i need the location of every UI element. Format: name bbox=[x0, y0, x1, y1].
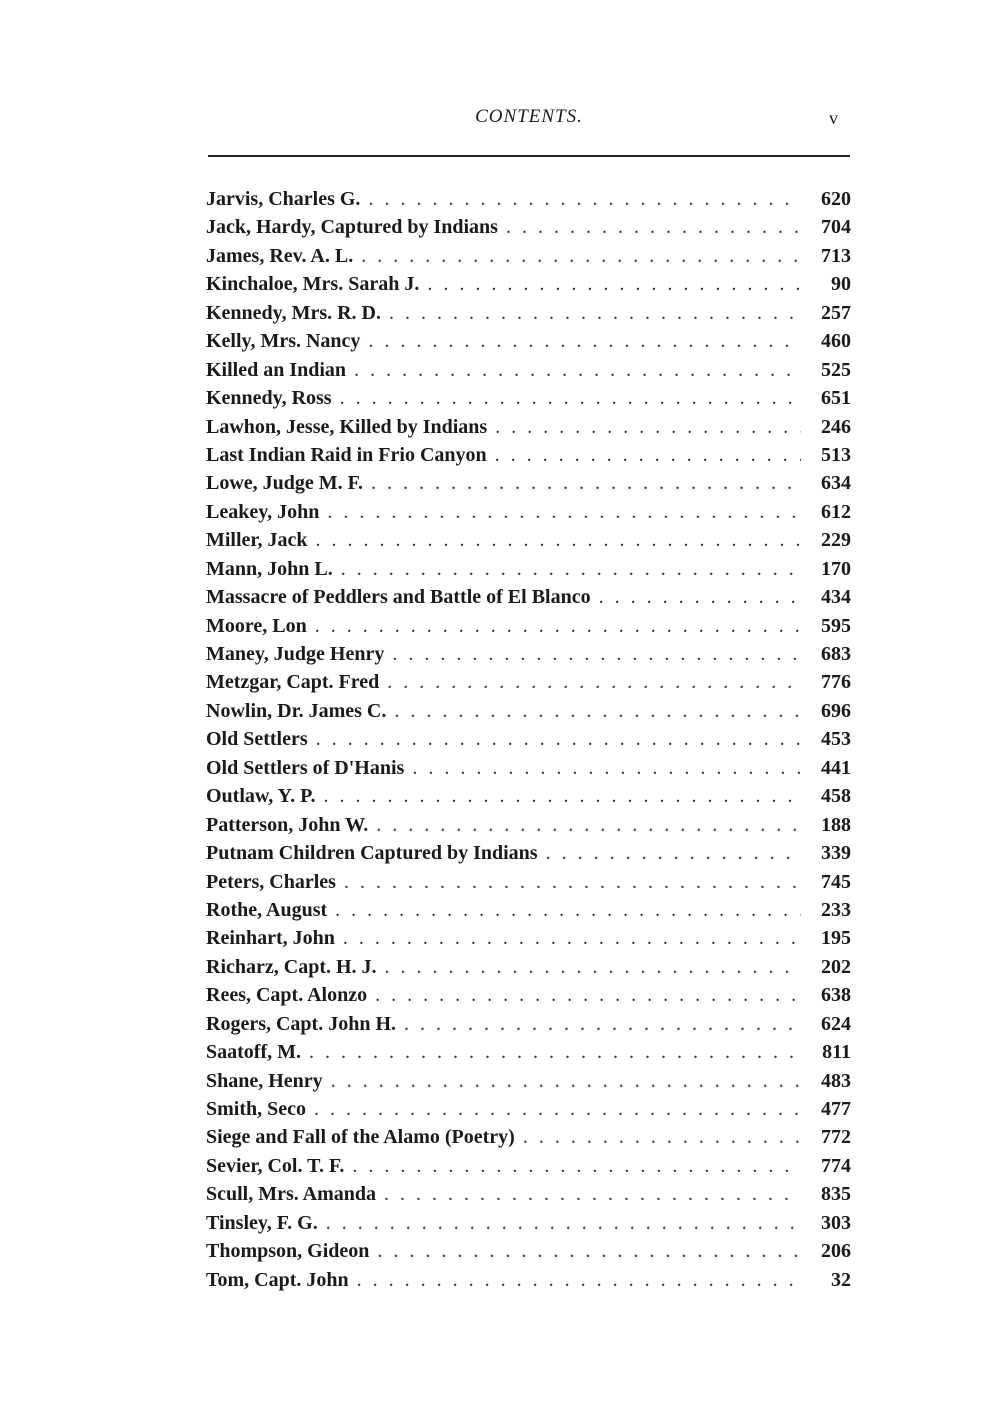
entry-title: Moore, Lon bbox=[206, 614, 307, 637]
entry-title: Massacre of Peddlers and Battle of El Blanco bbox=[206, 586, 591, 609]
toc-entry bbox=[206, 984, 851, 1012]
toc-entry bbox=[206, 1240, 851, 1268]
page-header bbox=[208, 106, 850, 136]
toc-entry bbox=[206, 956, 851, 984]
dot-leader bbox=[412, 757, 801, 780]
toc-entry bbox=[206, 1013, 851, 1041]
entry-page-number: 772 bbox=[821, 1126, 851, 1149]
entry-title: Miller, Jack bbox=[206, 529, 308, 552]
toc-entry bbox=[206, 757, 851, 785]
toc-entry bbox=[206, 444, 851, 472]
entry-title: Lawhon, Jesse, Killed by Indians bbox=[206, 415, 488, 438]
entry-page-number: 835 bbox=[821, 1183, 851, 1206]
toc-entry bbox=[206, 529, 851, 557]
entry-page-number: 303 bbox=[821, 1211, 851, 1234]
entry-page-number: 525 bbox=[821, 358, 851, 381]
entry-title: Sevier, Col. T. F. bbox=[206, 1154, 345, 1177]
entry-page-number: 202 bbox=[821, 955, 851, 978]
entry-page-number: 434 bbox=[821, 586, 851, 609]
toc-entry bbox=[206, 728, 851, 756]
toc-entry bbox=[206, 1155, 851, 1183]
toc-entry bbox=[206, 671, 851, 699]
entry-title: Saatoff, M. bbox=[206, 1041, 301, 1064]
running-title: CONTENTS. bbox=[475, 106, 583, 127]
entry-title: Nowlin, Dr. James C. bbox=[206, 699, 387, 722]
dot-leader bbox=[323, 785, 801, 808]
dot-leader bbox=[377, 1240, 801, 1263]
dot-leader bbox=[368, 188, 801, 211]
toc-entry bbox=[206, 785, 851, 813]
dot-leader bbox=[326, 1212, 801, 1235]
toc-entry bbox=[206, 188, 851, 216]
toc-entry bbox=[206, 1126, 851, 1154]
dot-leader bbox=[394, 700, 801, 723]
entry-page-number: 513 bbox=[821, 443, 851, 466]
entry-page-number: 477 bbox=[821, 1098, 851, 1120]
toc-entry bbox=[206, 1070, 851, 1098]
contents-list bbox=[206, 188, 851, 1297]
entry-page-number: 620 bbox=[821, 188, 851, 210]
entry-title: Thompson, Gideon bbox=[206, 1240, 370, 1263]
dot-leader bbox=[387, 671, 801, 694]
entry-title: Old Settlers of D'Hanis bbox=[206, 756, 405, 779]
entry-title: Smith, Seco bbox=[206, 1098, 306, 1120]
dot-leader bbox=[506, 216, 801, 239]
entry-title: Putnam Children Captured by Indians bbox=[206, 842, 538, 865]
entry-page-number: 453 bbox=[821, 728, 851, 751]
toc-entry bbox=[206, 814, 851, 842]
entry-page-number: 90 bbox=[831, 273, 851, 296]
dot-leader bbox=[546, 842, 801, 865]
dot-leader bbox=[357, 1269, 801, 1292]
dot-leader bbox=[368, 330, 801, 353]
entry-title: Richarz, Capt. H. J. bbox=[206, 955, 377, 978]
toc-entry bbox=[206, 1269, 851, 1297]
toc-entry bbox=[206, 416, 851, 444]
dot-leader bbox=[392, 643, 801, 666]
page-number: v bbox=[829, 108, 838, 128]
entry-page-number: 713 bbox=[821, 244, 851, 267]
dot-leader bbox=[427, 273, 801, 296]
entry-page-number: 206 bbox=[821, 1240, 851, 1263]
entry-title: Reinhart, John bbox=[206, 927, 335, 950]
toc-entry bbox=[206, 472, 851, 500]
toc-entry bbox=[206, 387, 851, 415]
entry-page-number: 638 bbox=[821, 984, 851, 1007]
toc-entry bbox=[206, 1041, 851, 1069]
entry-page-number: 704 bbox=[821, 216, 851, 239]
entry-page-number: 745 bbox=[821, 870, 851, 893]
dot-leader bbox=[385, 956, 801, 979]
entry-title: Patterson, John W. bbox=[206, 813, 369, 836]
dot-leader bbox=[316, 728, 801, 751]
entry-title: Jack, Hardy, Captured by Indians bbox=[206, 216, 498, 239]
entry-title: Outlaw, Y. P. bbox=[206, 785, 316, 808]
entry-title: Rothe, August bbox=[206, 898, 328, 921]
toc-entry bbox=[206, 586, 851, 614]
entry-title: Leakey, John bbox=[206, 500, 320, 523]
entry-title: Tom, Capt. John bbox=[206, 1268, 349, 1291]
toc-entry bbox=[206, 359, 851, 387]
entry-page-number: 32 bbox=[831, 1268, 851, 1291]
toc-entry bbox=[206, 871, 851, 899]
dot-leader bbox=[361, 245, 801, 268]
entry-title: Maney, Judge Henry bbox=[206, 643, 385, 665]
entry-page-number: 195 bbox=[821, 927, 851, 950]
entry-page-number: 811 bbox=[822, 1041, 851, 1064]
toc-entry bbox=[206, 1212, 851, 1240]
entry-page-number: 233 bbox=[821, 898, 851, 921]
dot-leader bbox=[343, 927, 801, 950]
dot-leader bbox=[315, 529, 801, 552]
dot-leader bbox=[495, 416, 801, 439]
entry-page-number: 170 bbox=[821, 557, 851, 580]
entry-title: Lowe, Judge M. F. bbox=[206, 472, 364, 495]
entry-page-number: 458 bbox=[821, 785, 851, 808]
entry-page-number: 595 bbox=[821, 614, 851, 637]
dot-leader bbox=[344, 871, 801, 894]
toc-entry bbox=[206, 643, 851, 671]
entry-page-number: 651 bbox=[821, 387, 851, 410]
entry-page-number: 774 bbox=[821, 1154, 851, 1177]
entry-title: Metzgar, Capt. Fred bbox=[206, 671, 380, 694]
dot-leader bbox=[371, 472, 801, 495]
entry-title: Jarvis, Charles G. bbox=[206, 188, 361, 210]
toc-entry bbox=[206, 927, 851, 955]
dot-leader bbox=[599, 586, 801, 609]
entry-page-number: 257 bbox=[821, 301, 851, 324]
dot-leader bbox=[354, 359, 801, 382]
toc-entry bbox=[206, 273, 851, 301]
entry-title: Tinsley, F. G. bbox=[206, 1211, 318, 1234]
dot-leader bbox=[495, 444, 801, 467]
dot-leader bbox=[404, 1013, 801, 1036]
toc-entry bbox=[206, 245, 851, 273]
dot-leader bbox=[309, 1041, 801, 1064]
entry-title: Rogers, Capt. John H. bbox=[206, 1012, 397, 1035]
toc-entry bbox=[206, 842, 851, 870]
toc-entry bbox=[206, 899, 851, 927]
dot-leader bbox=[523, 1126, 801, 1149]
entry-title: Last Indian Raid in Frio Canyon bbox=[206, 443, 487, 466]
entry-page-number: 188 bbox=[821, 813, 851, 836]
dot-leader bbox=[375, 984, 801, 1007]
entry-page-number: 624 bbox=[821, 1012, 851, 1035]
toc-entry bbox=[206, 501, 851, 529]
dot-leader bbox=[331, 1070, 801, 1093]
entry-title: Shane, Henry bbox=[206, 1069, 323, 1092]
dot-leader bbox=[335, 899, 801, 922]
toc-entry bbox=[206, 1098, 851, 1126]
entry-page-number: 246 bbox=[821, 415, 851, 438]
dot-leader bbox=[352, 1155, 801, 1178]
toc-entry bbox=[206, 1183, 851, 1211]
dot-leader bbox=[341, 558, 801, 581]
toc-entry bbox=[206, 700, 851, 728]
entry-title: Kennedy, Mrs. R. D. bbox=[206, 301, 381, 324]
entry-title: Scull, Mrs. Amanda bbox=[206, 1183, 377, 1206]
dot-leader bbox=[315, 615, 801, 638]
dot-leader bbox=[376, 814, 801, 837]
entry-title: James, Rev. A. L. bbox=[206, 244, 354, 267]
entry-title: Mann, John L. bbox=[206, 557, 333, 580]
entry-page-number: 634 bbox=[821, 472, 851, 495]
entry-title: Old Settlers bbox=[206, 728, 308, 751]
entry-page-number: 229 bbox=[821, 529, 851, 552]
dot-leader bbox=[389, 302, 801, 325]
entry-page-number: 696 bbox=[821, 699, 851, 722]
entry-title: Kelly, Mrs. Nancy bbox=[206, 330, 361, 353]
entry-page-number: 776 bbox=[821, 671, 851, 694]
header-rule bbox=[208, 155, 850, 157]
entry-page-number: 339 bbox=[821, 842, 851, 865]
entry-page-number: 460 bbox=[821, 330, 851, 353]
entry-page-number: 683 bbox=[821, 643, 851, 665]
toc-entry bbox=[206, 216, 851, 244]
entry-title: Killed an Indian bbox=[206, 358, 347, 381]
toc-entry bbox=[206, 302, 851, 330]
dot-leader bbox=[327, 501, 801, 524]
entry-title: Rees, Capt. Alonzo bbox=[206, 984, 368, 1007]
dot-leader bbox=[340, 387, 801, 410]
entry-title: Kennedy, Ross bbox=[206, 387, 332, 410]
entry-page-number: 441 bbox=[821, 756, 851, 779]
entry-page-number: 612 bbox=[821, 500, 851, 523]
entry-title: Peters, Charles bbox=[206, 870, 336, 893]
entry-title: Siege and Fall of the Alamo (Poetry) bbox=[206, 1126, 515, 1149]
toc-entry bbox=[206, 330, 851, 358]
toc-entry bbox=[206, 615, 851, 643]
dot-leader bbox=[314, 1098, 801, 1121]
toc-entry bbox=[206, 558, 851, 586]
dot-leader bbox=[384, 1183, 801, 1206]
entry-title: Kinchaloe, Mrs. Sarah J. bbox=[206, 273, 420, 296]
entry-page-number: 483 bbox=[821, 1069, 851, 1092]
